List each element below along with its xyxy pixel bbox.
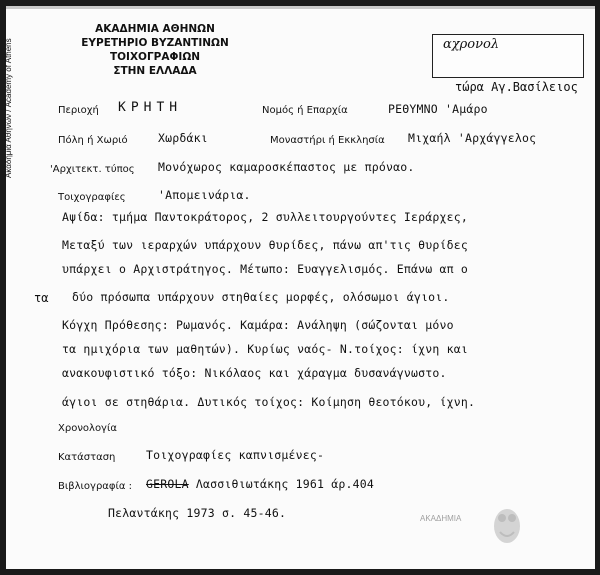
header-line-3: ΣΤΗΝ ΕΛΛΑΔΑ bbox=[113, 65, 197, 77]
header-line-2: ΕΥΡΕΤΗΡΙΟ ΒΥΖΑΝΤΙΝΩΝ ΤΟΙΧΟΓΡΑΦΙΩΝ bbox=[81, 37, 229, 63]
owl-emblem-icon bbox=[490, 502, 524, 546]
stamp-box bbox=[432, 34, 584, 78]
description-line-6: τα ημιχόρια των μαθητών). Κυρίως ναός- Ν.τοίχος: ίχνη και bbox=[62, 342, 469, 356]
chronology-label: Χρονολογία bbox=[58, 423, 117, 434]
card-edge bbox=[6, 6, 595, 9]
monastery-value: Μιχαήλ 'Αρχάγγελος bbox=[408, 131, 537, 145]
card-border-right bbox=[595, 0, 600, 575]
frescoes-label: Τοιχογραφίες bbox=[58, 192, 126, 203]
region-value: ΚΡΗΤΗ bbox=[118, 100, 183, 115]
arch-type-value: Μονόχωρος καμαροσκέπαστος με πρόναο. bbox=[158, 160, 415, 174]
condition-value: Τοιχογραφίες καπνισμένες- bbox=[146, 448, 325, 462]
card-border-bottom bbox=[0, 569, 600, 575]
bibliography-struck-text: GEROLA bbox=[146, 477, 189, 491]
condition-label: Κατάσταση bbox=[58, 452, 116, 463]
top-right-note: τώρα Αγ.Βασίλειος bbox=[455, 80, 578, 94]
arch-type-label: 'Αρχιτεκτ. τύπος bbox=[50, 164, 135, 175]
description-line-7: ανακουφιστικό τόξο: Νικόλαος και χάραγμα δυσανάγνωστο. bbox=[62, 366, 447, 380]
monastery-label: Μοναστήρι ή Εκκλησία bbox=[270, 135, 385, 146]
margin-mark: τα bbox=[34, 291, 49, 305]
watermark-text: ΑΚΑΔΗΜΙΑ bbox=[420, 514, 462, 523]
description-line-2: Μεταξύ των ιεραρχών υπάρχουν θυρίδες, πάνω απ'τις θυρίδες bbox=[62, 238, 469, 252]
description-line-3: υπάρχει ο Αρχιστράτηγος. Μέτωπο: Ευαγγελισμός. Επάνω απ ο bbox=[62, 262, 469, 276]
town-label: Πόλη ή Χωριό bbox=[58, 135, 128, 146]
header-line-1: ΑΚΑΔΗΜΙΑ ΑΘΗΝΩΝ bbox=[95, 23, 215, 35]
stamp-text: αχρονολ bbox=[443, 37, 500, 52]
frescoes-value: 'Απομεινάρια. bbox=[158, 188, 251, 202]
description-line-8: άγιοι σε στηθάρια. Δυτικός τοίχος: Κοίμηση θεοτόκου, ίχνη. bbox=[62, 395, 476, 409]
description-line-5: Κόγχη Πρόθεσης: Ρωμανός. Καμάρα: Ανάληψη (σώζονται μόνο bbox=[62, 318, 454, 332]
bibliography-label: Βιβλιογραφία : bbox=[58, 481, 133, 492]
region-label: Περιοχή bbox=[58, 105, 99, 116]
town-value: Χωρδάκι bbox=[158, 131, 208, 145]
bibliography-text-1: Λασσιθιωτάκης 1961 άρ.404 bbox=[195, 477, 374, 491]
prefecture-value: ΡΕΘΥΜΝΟ 'Αμάρο bbox=[388, 102, 488, 116]
bibliography-line-1 bbox=[146, 477, 374, 491]
description-line-4: δύο πρόσωπα υπάρχουν στηθαίες μορφές, ολόσωμοι άγιοι. bbox=[72, 290, 450, 304]
description-line-1: Αψίδα: τμήμα Παντοκράτορος, 2 συλλειτουργούντες Ιεράρχες, bbox=[62, 210, 469, 224]
prefecture-label: Νομός ή Επαρχία bbox=[262, 105, 348, 116]
bibliography-line-2: Πελαντάκης 1973 σ. 45-46. bbox=[108, 506, 287, 520]
side-credit: Ακαδημία Αθηνών / Academy of Athens bbox=[4, 38, 13, 178]
card-header bbox=[40, 22, 270, 78]
